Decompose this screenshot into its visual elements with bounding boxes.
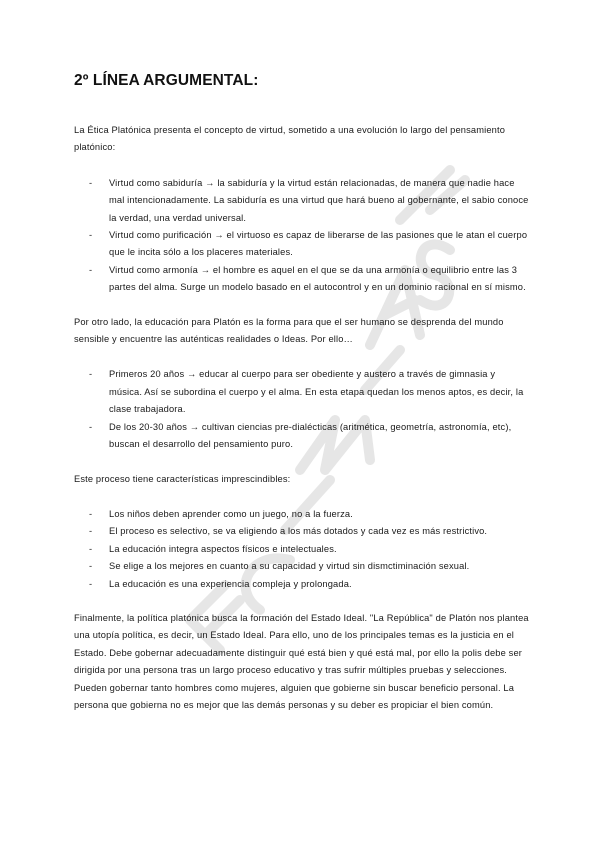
list-item [74, 227, 530, 262]
list-item [74, 366, 530, 418]
list-item-text: La educación es una experiencia compleja y prolongada. [109, 578, 352, 589]
bullet-dash: - [89, 177, 93, 188]
bullet-dash: - [89, 526, 93, 537]
intro-paragraph: La Ética Platónica presenta el concepto de virtud, sometido a una evolución lo largo del pensamiento platónico: [74, 125, 506, 153]
list-item-text: Se elige a los mejores en cuanto a su capacidad y virtud sin dismctiminación sexual. [109, 561, 470, 572]
bullet-dash: - [89, 543, 93, 554]
list-item [74, 576, 530, 593]
list-item [74, 558, 530, 575]
list-item [74, 506, 530, 523]
list-item-text: De los 20-30 años → cultivan ciencias pre-dialécticas (aritmética, geometría, astronomía, etc), buscan el desarrollo del pensamiento puro. [109, 421, 512, 450]
bullet-dash: - [89, 230, 93, 241]
list-item-text: Virtud como sabiduría → la sabiduría y la virtud están relacionadas, de manera que nadie hace mal intencionadamente. La sabiduría es una virtud que hará bueno al gobernante, el sabio conoce la verdad, una verdad universal. [109, 177, 529, 223]
page-title: 2º LÍNEA ARGUMENTAL: [74, 72, 259, 89]
document-body [74, 122, 530, 714]
conclusion-paragraph: Finalmente, la política platónica busca la formación del Estado Ideal. "La República" de Platón nos plantea una utopía política, es decir, un Estado Ideal. Para ello, uno de los principales temas es la justicia en el Estado. Debe gobernar adecuadamente distinguir qué está bien y qué está mal, por ello la polis debe ser dirigida por una persona tras un largo proceso educativo y tras sufrir múltiples pruebas y selecciones. Pueden gobernar tanto hombres como mujeres, alguien que gobierne sin buscar beneficio personal. La persona que gobierna no es mejor que las demás personas y su deber es propiciar el bien común. [74, 612, 529, 710]
list-item [74, 419, 530, 454]
bullet-dash: - [89, 508, 93, 519]
process-features-list [74, 506, 530, 593]
bullet-dash: - [89, 369, 93, 380]
education-stages-list [74, 366, 530, 453]
bullet-dash: - [89, 561, 93, 572]
education-paragraph: Por otro lado, la educación para Platón es la forma para que el ser humano se desprenda del mundo sensible y encuentre las auténticas realidades o Ideas. Por ello… [74, 316, 504, 345]
bullet-dash: - [89, 578, 93, 589]
virtues-list [74, 175, 530, 297]
list-item [74, 541, 530, 558]
list-item-text: La educación integra aspectos físicos e intelectuales. [109, 543, 337, 554]
list-item [74, 523, 530, 540]
list-item-text: Los niños deben aprender como un juego, no a la fuerza. [109, 508, 353, 519]
list-item [74, 262, 530, 297]
bullet-dash: - [89, 421, 93, 432]
list-item-text: El proceso es selectivo, se va eligiendo a los más dotados y cada vez es más restrictivo. [109, 526, 488, 537]
list-item-text: Primeros 20 años → educar al cuerpo para ser obediente y austero a través de gimnasia y música. Así se subordina el cuerpo y el alma. En esta etapa quedan los menos aptos, es decir, la clase trabajadora. [109, 369, 524, 415]
process-paragraph: Este proceso tiene características imprescindibles: [74, 473, 291, 484]
bullet-dash: - [89, 264, 93, 275]
list-item-text: Virtud como armonía → el hombre es aquel en el que se da una armonía o equilibrio entre las 3 partes del alma. Surge un modelo basado en el autocontrol y en un dominio racional en sí mismo. [109, 264, 526, 293]
list-item-text: Virtud como purificación → el virtuoso es capaz de liberarse de las pasiones que le atan el cuerpo que le incita sólo a los placeres materiales. [109, 230, 528, 258]
list-item [74, 175, 530, 227]
